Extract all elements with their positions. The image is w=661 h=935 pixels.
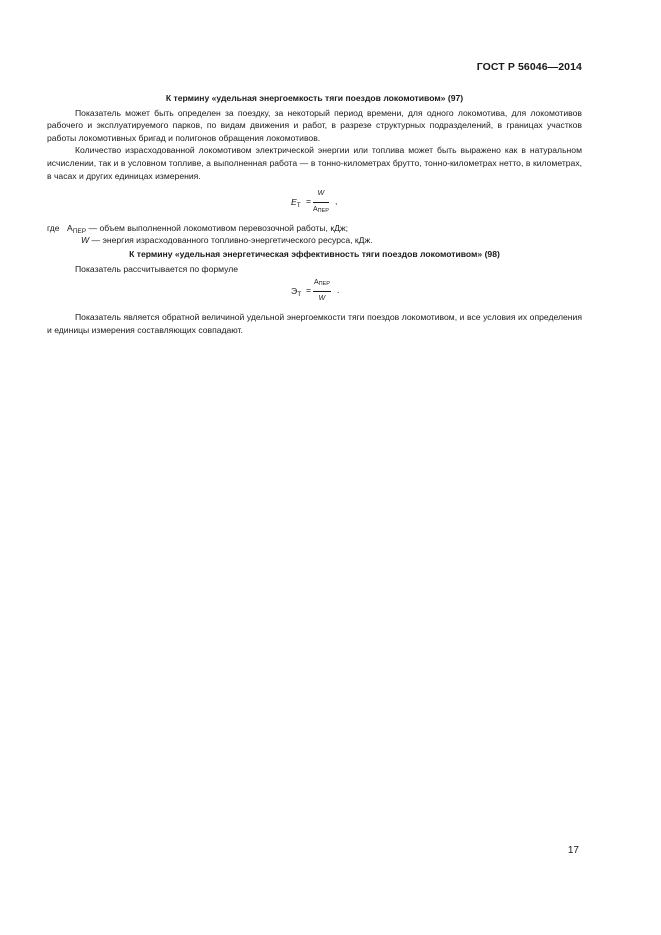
paragraph: Количество израсходованной локомотивом электрической энергии или топлива может быть выражено как в натуральном исчислении, так и в условном топливе, а выполненная работа — в тонно-километрах брутто, тонно-километрах нетто, в километрах, в часах и других единицах измерения. xyxy=(47,145,582,181)
fraction-bar xyxy=(313,291,331,292)
fraction-bar xyxy=(313,202,329,203)
paragraph: Показатель рассчитывается по формуле xyxy=(75,263,239,274)
fraction-numerator: W xyxy=(317,190,325,198)
formula-energy-efficiency xyxy=(47,275,582,311)
document-body xyxy=(47,92,582,337)
page-number: 17 xyxy=(567,845,579,856)
formula-comma: , xyxy=(335,196,338,207)
definition-w: W — энергия израсходованного топливно-энергетического ресурса, кДж. xyxy=(81,235,373,246)
formula-fraction xyxy=(313,188,329,216)
formula-lhs: $Э_Т$ xyxy=(291,286,302,299)
fraction-denominator: W xyxy=(318,294,326,302)
section-heading-98: К термину «удельная энергетическая эффективность тяги поездов локомотивом» (98) xyxy=(129,249,500,260)
formula-period: . xyxy=(337,285,340,296)
fraction-numerator: АПЕР xyxy=(314,279,330,288)
where-word: где xyxy=(47,223,60,234)
document-number: ГОСТ Р 56046—2014 xyxy=(476,61,582,73)
variable-definitions xyxy=(47,222,582,248)
fraction-denominator: АПЕР xyxy=(313,205,329,214)
formula-equals: = xyxy=(306,196,312,207)
formula-lhs: $E_Т$ xyxy=(291,197,301,210)
paragraph: Показатель является обратной величиной удельной энергоемкости тяги поездов локомотивом, и все условия их определения и единицы измерения составляющих совпадают. xyxy=(47,312,582,335)
formula-equals: = xyxy=(306,285,312,296)
formula-energy-intensity xyxy=(47,182,582,222)
section-heading-97: К термину «удельная энергоемкость тяги поездов локомотивом» (97) xyxy=(165,93,464,103)
paragraph: Показатель может быть определен за поездку, за некоторый период времени, для одного локомотива, для локомотивов рабочего и эксплуатируемого парков, по видам движения и работ, в разрезе структурных подразделений, в границах участков работы локомотивных бригад и полигонов обращения локомотивов. xyxy=(47,107,582,143)
definition-a-per: $А_{ПЕР}$ — объем выполненной локомотивом перевозочной работы, кДж; xyxy=(67,223,349,236)
formula-fraction xyxy=(313,277,331,305)
